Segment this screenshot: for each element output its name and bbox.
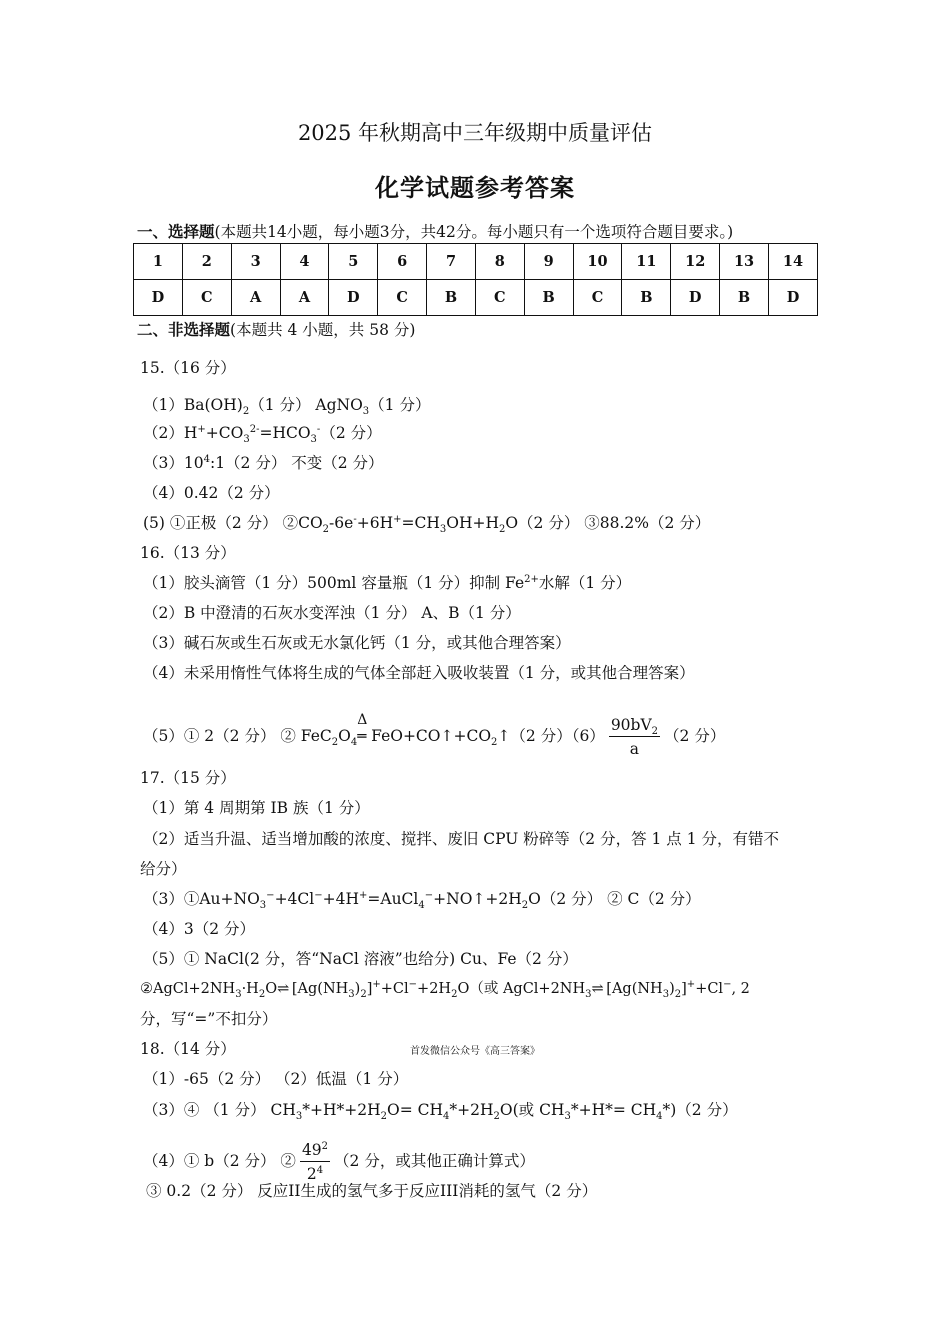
q17-answer-4: （4）3（2 分） [143,920,256,938]
section2-desc: (本题共 4 小题，共 58 分) [230,321,416,339]
question-number: 6 [378,244,427,280]
question-number: 9 [524,244,573,280]
page-title-line2: 化学试题参考答案 [375,173,575,202]
q15-answer-2: $(2)H^++CO_3^{2-}=HCO_3^-(2$ 分） [143,423,382,446]
section1-heading: 一、选择题 [137,222,215,241]
question-number: 11 [622,244,671,280]
q16-answer-5: （5）① 2（2 分） ② $FeC_2O_4$ Δ ═ $FeO+CO↑+CO_2↑(2$ 分）（6） $\frac{90bV_2}{a}$ （2 分） [143,712,726,758]
question-number: 10 [573,244,622,280]
answer-cell: C [378,280,427,316]
question-number: 2 [182,244,231,280]
q15-answer-3: $(3)10^4:1(2$ 分） 不变（2 分） [143,453,384,472]
q18-answer-1: （1）-65（2 分） （2）低温（1 分） [143,1070,409,1088]
question-number: 13 [720,244,769,280]
answer-cell: C [475,280,524,316]
q18-heading: 18.（14 分） [140,1040,236,1058]
question-number: 1 [134,244,183,280]
page-title-line1: 2025 年秋期高中三年级期中质量评估 [297,121,653,145]
q15-heading: 15.（16 分） [140,359,236,377]
question-number: 8 [475,244,524,280]
answer-cell: B [720,280,769,316]
reversible-arrow: ⇌ [277,981,288,997]
answer-cell: B [622,280,671,316]
answer-cell: B [427,280,476,316]
wechat-note: 首发微信公众号《高三答案》 [410,1046,540,1057]
q16-answer-3: （3）碱石灰或生石灰或无水氯化钙（1 分，或其他合理答案） [143,634,571,652]
q17-answer-5: （5）① NaCl(2 分，答“NaCl 溶液”也给分) Cu、Fe（2 分） [143,950,578,968]
answer-table-answers-row [134,280,818,316]
q15-answer-4: （4）0.42（2 分） [143,484,280,502]
answer-cell: C [182,280,231,316]
answer-cell: D [671,280,720,316]
answer-table-numbers-row [134,244,818,280]
question-number: 3 [231,244,280,280]
question-number: 12 [671,244,720,280]
section1-header [137,222,733,242]
question-number: 5 [329,244,378,280]
q15-answer-1: $(1)Ba(OH)_2(1$ 分） AgNO$_3$（1 分） [143,396,431,418]
section2-header [137,320,415,340]
q18-answer-3: （3）④ （1 分） $CH_3*+H*+2H_2O= CH_4*+2H_2O$(或 $CH_3*+H*= CH_4*)(2$ 分） [143,1101,738,1123]
question-number: 14 [768,244,817,280]
answer-cell: A [280,280,329,316]
question-number: 7 [427,244,476,280]
question-number: 4 [280,244,329,280]
q16-answer-4: （4）未采用惰性气体将生成的气体全部赶入吸收装置（1 分，或其他合理答案） [143,664,695,682]
q18-answer-4: （4）① b（2 分） ② $\frac{49^2}{2^4}$ （2 分，或其他正确计算式） [143,1140,535,1183]
q18-answer-4-3: ③ 0.2（2 分） 反应II生成的氢气多于反应III消耗的氢气（2 分） [146,1182,598,1200]
answer-cell: A [231,280,280,316]
q17-answer-5-2-cont: 分，写“=”不扣分） [140,1010,278,1028]
q16-answer-2: （2）B 中澄清的石灰水变浑浊（1 分） A、B（1 分） [143,604,521,622]
answer-cell: D [768,280,817,316]
q17-answer-2: （2）适当升温、适当增加酸的浓度、搅拌、废旧 CPU 粉碎等（2 分，答 1 点 1 分，有错不 [143,830,780,848]
q17-answer-3: $(3)①Au+NO_3^-+4Cl^-+4H^+=AuCl_4^-+NO↑+2H_2O(2$ 分） ② C（2 分） [143,889,701,912]
q15-answer-5: (5) ①正极（2 分） $②CO_2-6e^-+6H^+=CH_3OH+H_2O(2$ 分） ③88.2%（2 分） [143,513,711,536]
answer-cell: D [134,280,183,316]
q17-heading: 17.（15 分） [140,769,236,787]
q16-answer-1: （1）胶头滴管（1 分）500ml 容量瓶（1 分）抑制 $Fe^{2+}$水解（1 分） [143,573,632,592]
answer-table [133,243,818,316]
answer-cell: B [524,280,573,316]
q16-heading: 16.（13 分） [140,544,236,562]
reversible-arrow: ⇌ [591,981,602,997]
heat-equals-sign: Δ ═ [357,712,368,745]
section1-desc: (本题共14小题，每小题3分，共42分。每小题只有一个选项符合题目要求。) [214,223,734,241]
fraction-90bv2-over-a: $\frac{90bV_2}{a}$ [610,716,659,758]
q17-answer-2-cont: 给分） [140,860,187,878]
q17-answer-5-2: $②AgCl+2NH_3\cdot H_2O\rightleftharpoons$ $[Ag(NH_3)_2]^++Cl^-+2H_2O$（或 $AgCl+2NH_3\rightleftharpoons$ $[Ag(NH_3)_2]^++Cl^-$, 2 [140,979,750,1000]
q17-answer-1: （1）第 4 周期第 IB 族（1 分） [143,799,370,817]
answer-cell: D [329,280,378,316]
fraction-49sq-over-2pow4: $\frac{49^2}{2^4}$ [301,1140,329,1183]
answer-cell: C [573,280,622,316]
section2-heading: 二、非选择题 [137,320,231,339]
